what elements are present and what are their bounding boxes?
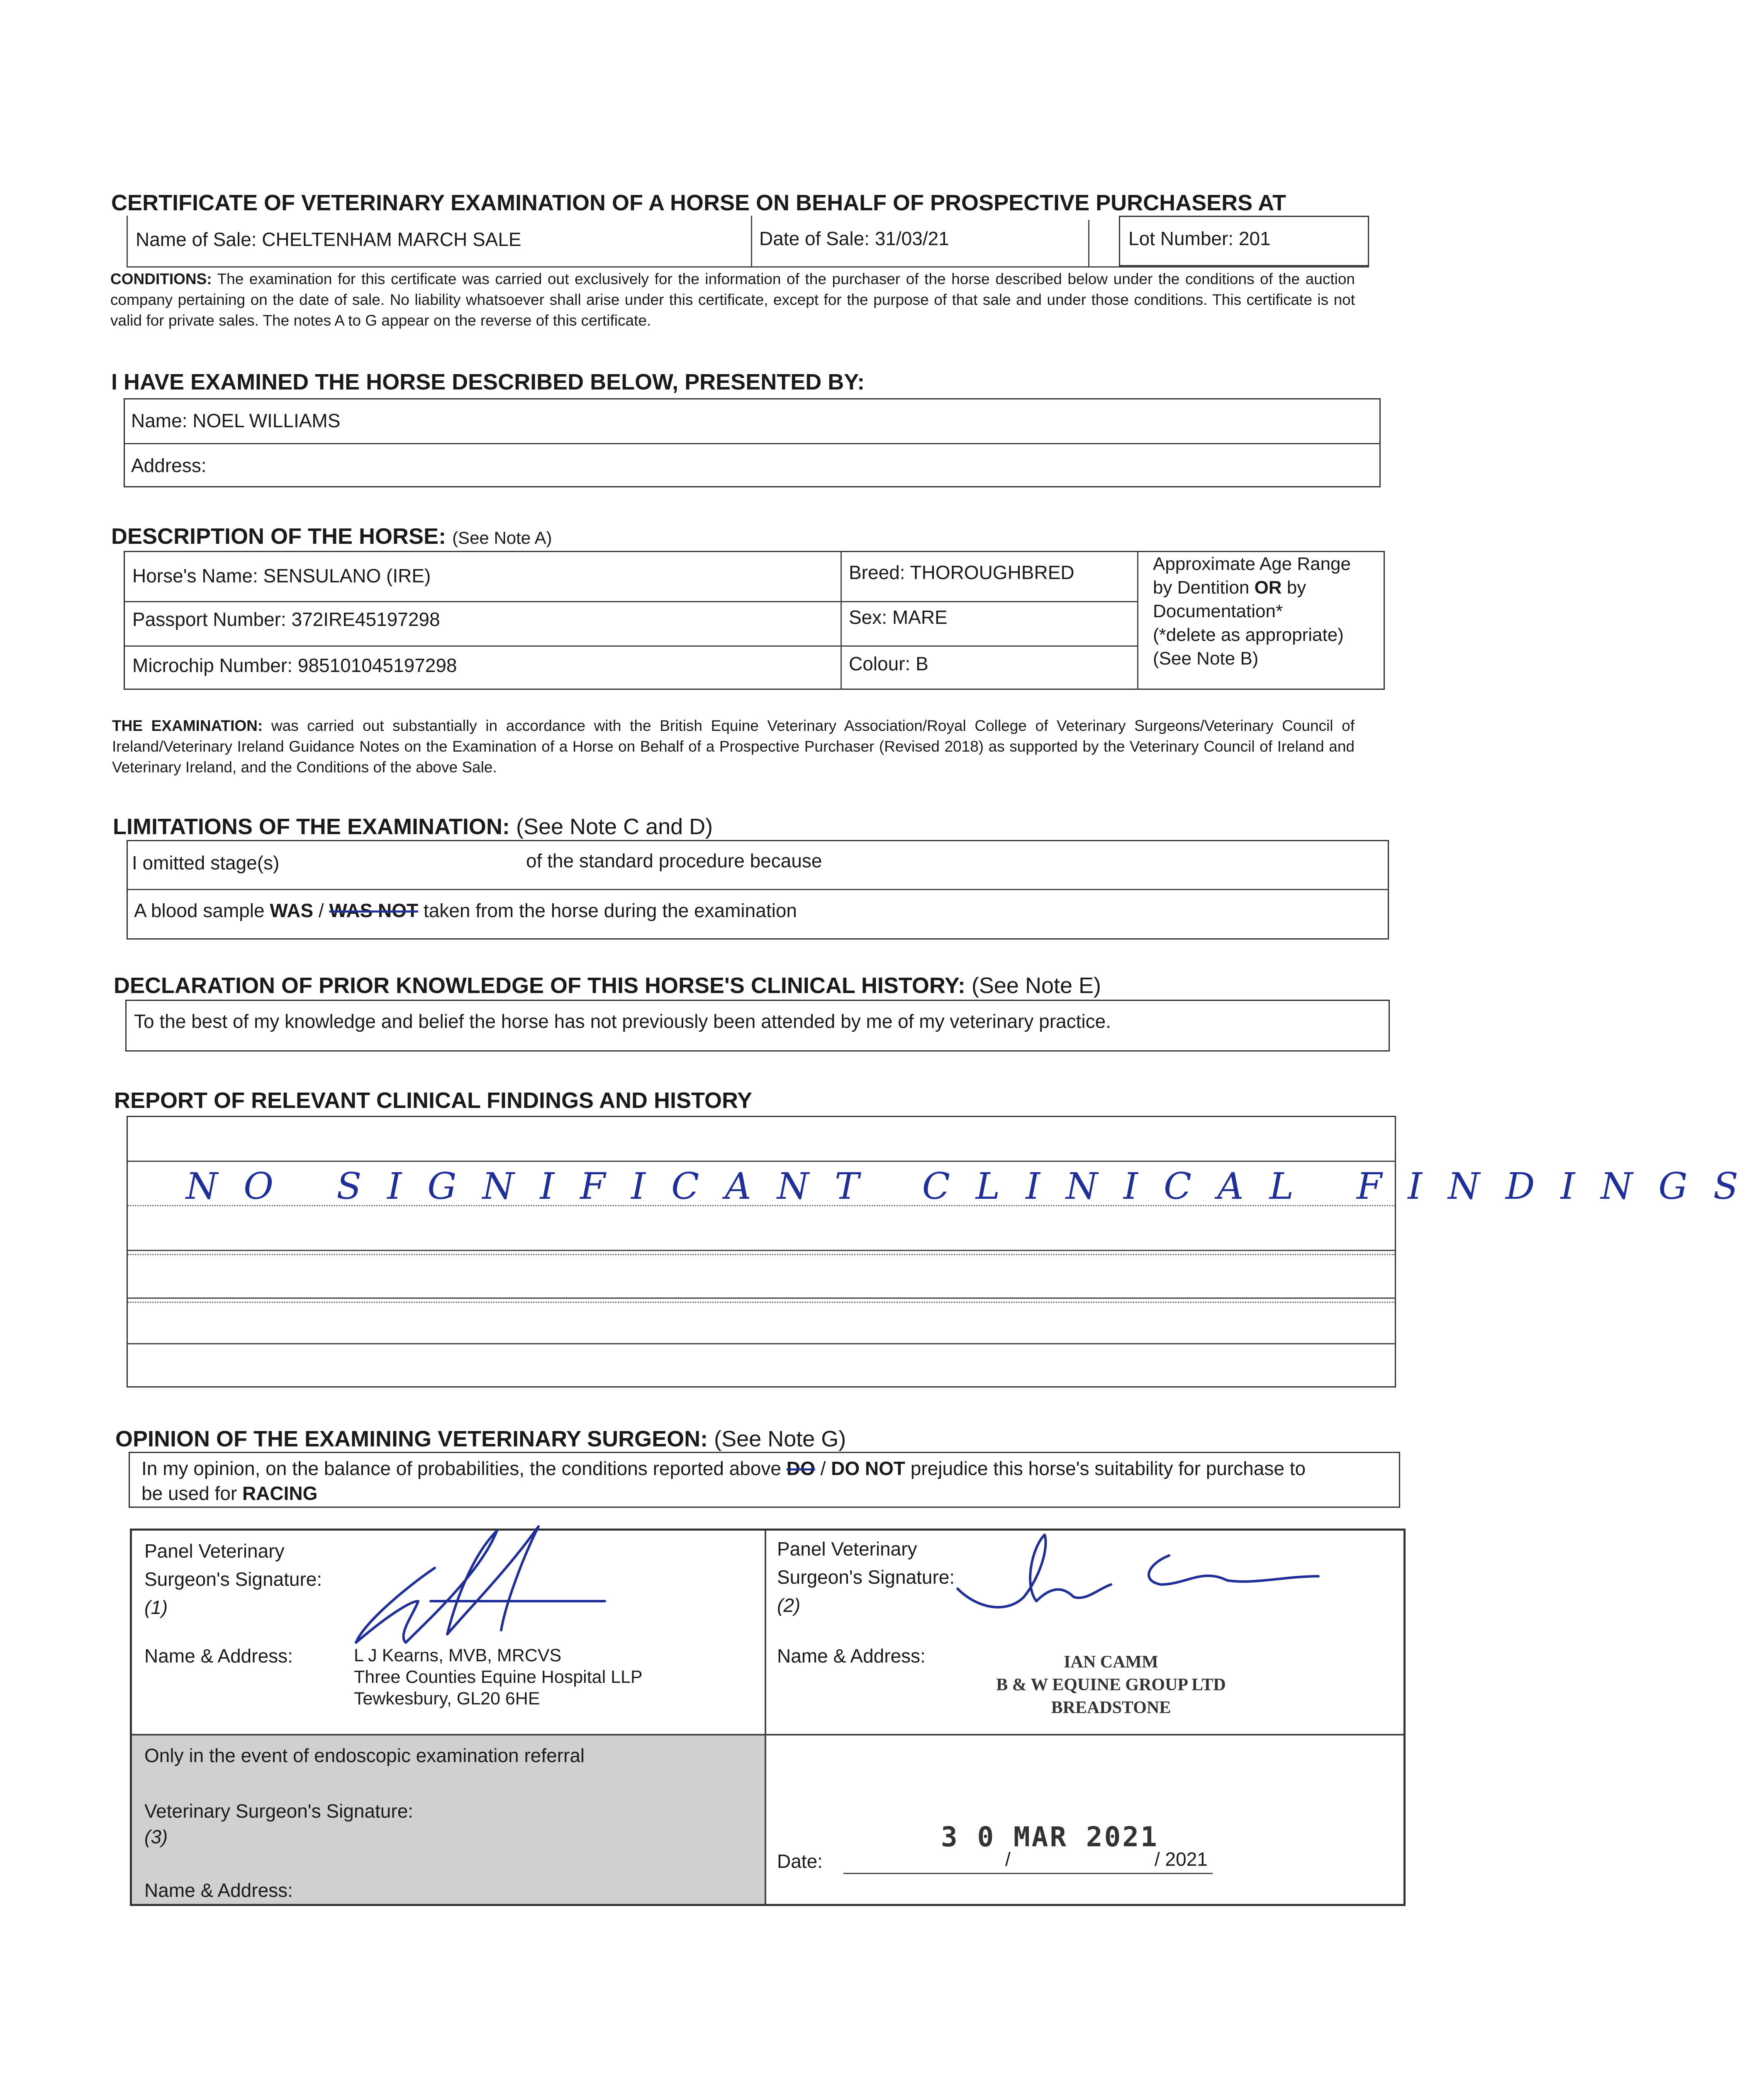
handwritten-findings: NO SIGNIFICANT CLINICAL FINDINGS [186,1165,1764,1207]
breed: Breed: THOROUGHBRED [849,562,1074,583]
description-heading: DESCRIPTION OF THE HORSE: (See Note A) [111,524,552,549]
opinion-line-1: In my opinion, on the balance of probabilities, the conditions reported above DO / DO NOT prejudice this horse's suitability for purchase to [141,1458,1306,1479]
passport-number: Passport Number: 372IRE45197298 [132,609,440,630]
date-label: Date: [777,1850,823,1872]
date-stamp: 3 0 MAR 2021 [941,1821,1159,1853]
endoscopic-sig-label: Veterinary Surgeon's Signature: (3) [144,1800,414,1848]
declaration-text: To the best of my knowledge and belief the horse has not previously been attended by me of my veterinary practice. [134,1010,1111,1032]
lot-number: Lot Number: 201 [1128,228,1271,249]
vet2-signature [953,1522,1368,1630]
report-box [127,1116,1764,1388]
opinion-line-2: be used for RACING [141,1482,318,1504]
vet1-sig-label: Panel Veterinary Surgeon's Signature: (1) [144,1540,322,1618]
opinion-box [129,1452,1400,1508]
vet1-signature [348,1522,783,1659]
signatures-table [130,1529,1406,1906]
blood-sample-statement: A blood sample WAS / WAS NOT taken from the horse during the examination [134,900,797,921]
sale-name: Name of Sale: CHELTENHAM MARCH SALE [136,229,521,250]
conditions-label: CONDITIONS: [110,270,212,287]
endoscopic-title: Only in the event of endoscopic examination referral [144,1745,585,1766]
examination-body: was carried out substantially in accordance with the British Equine Veterinary Association/Royal College of Veterinary Surgeons/Veterinary Council of Ireland/Veterinary Ireland Guidance Notes on the Examination of a Horse on Behalf of a Prospective Purchaser (Revised 2018) as supported by the Veterinary Council of Ireland and Veterinary Ireland, and the Conditions of the above Sale. [112,717,1355,776]
omitted-stages-label: I omitted stage(s) [132,852,280,874]
opinion-do-not: DO NOT [831,1458,906,1479]
presented-by-box [124,398,1381,487]
omitted-stages-reason: of the standard procedure because [526,850,822,871]
limitations-box [127,840,1389,940]
presenter-address: Address: [131,455,207,476]
certificate-title: CERTIFICATE OF VETERINARY EXAMINATION OF A HORSE ON BEHALF OF PROSPECTIVE PURCHASERS AT [111,190,1286,215]
vet2-sig-label: Panel Veterinary Surgeon's Signature: (2) [777,1538,955,1616]
conditions-body: The examination for this certificate was carried out exclusively for the information of the purchaser of the horse described below under the conditions of the auction company pertaining on the date of sale. No liability whatsoever shall arise under this certificate, except for the purpose of that sale and under those conditions. This certificate is not valid for private sales. The notes A to G appear on the reverse of this certificate. [110,270,1355,329]
examination-text [112,716,1355,778]
endoscopic-name-address-label: Name & Address: [144,1879,293,1901]
declaration-heading: DECLARATION OF PRIOR KNOWLEDGE OF THIS HORSE'S CLINICAL HISTORY: (See Note E) [114,973,1101,998]
sale-date: Date of Sale: 31/03/21 [759,228,949,249]
sale-info-row [127,216,1369,268]
vet2-stamp: IAN CAMM B & W EQUINE GROUP LTD BREADSTONE [996,1653,1226,1717]
date-slash: / [1005,1848,1011,1870]
vet2-name-address-label: Name & Address: [777,1645,926,1667]
opinion-do-struck: DO [786,1458,815,1479]
date-year: / 2021 [1155,1848,1208,1870]
declaration-box [125,1000,1390,1052]
presented-by-heading: I HAVE EXAMINED THE HORSE DESCRIBED BELOW, PRESENTED BY: [111,370,865,394]
report-heading: REPORT OF RELEVANT CLINICAL FINDINGS AND HISTORY [114,1088,753,1113]
age-range-note: Approximate Age Range by Dentition OR by Documentation* (*delete as appropriate) (See Note B) [1153,554,1351,669]
examination-label: THE EXAMINATION: [112,717,263,734]
vet1-details: L J Kearns, MVB, MRCVS Three Counties Equine Hospital LLP Tewkesbury, GL20 6HE [354,1646,643,1709]
blood-was: WAS [270,900,314,921]
opinion-purpose: RACING [242,1482,318,1504]
conditions-text [110,269,1355,331]
horse-description-table [124,551,1385,690]
microchip-number: Microchip Number: 985101045197298 [132,655,457,676]
horse-name: Horse's Name: SENSULANO (IRE) [132,565,431,587]
limitations-heading: LIMITATIONS OF THE EXAMINATION: (See Note C and D) [113,814,713,839]
sex: Sex: MARE [849,606,948,628]
opinion-heading: OPINION OF THE EXAMINING VETERINARY SURGEON: (See Note G) [115,1426,846,1451]
presenter-name: Name: NOEL WILLIAMS [131,410,341,431]
vet1-name-address-label: Name & Address: [144,1645,293,1667]
blood-was-not-struck: WAS NOT [329,900,419,921]
colour: Colour: B [849,653,928,674]
